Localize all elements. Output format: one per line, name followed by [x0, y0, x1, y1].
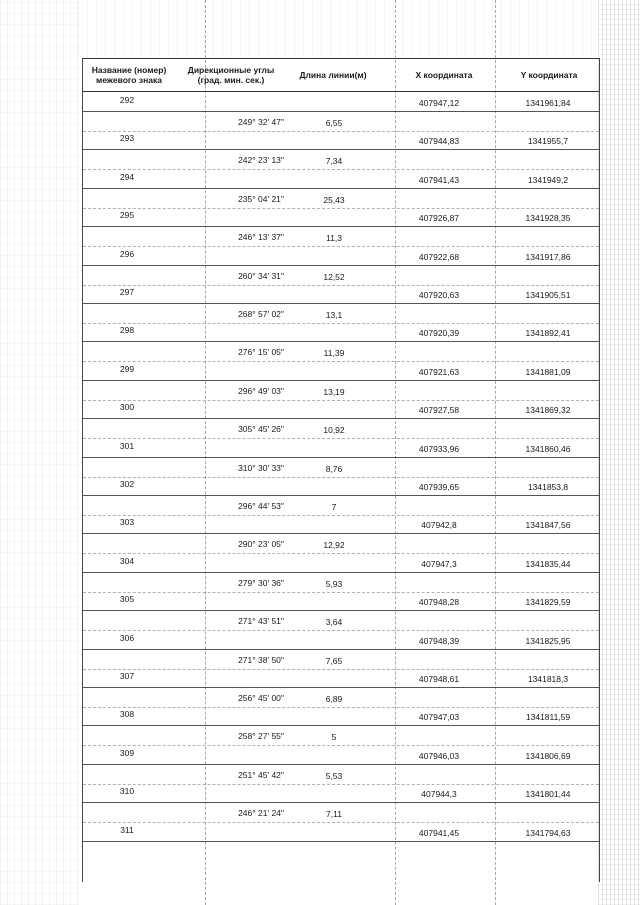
direction-angle: 258° 27' 55": [238, 731, 284, 741]
row-divider: [83, 400, 599, 401]
scan-noise-top: [78, 0, 598, 58]
y-coordinate: 1341806,69: [525, 751, 571, 761]
line-length: 25,43: [323, 195, 345, 205]
x-coordinate: 407944,83: [418, 136, 460, 146]
y-coordinate: 1341949,2: [527, 175, 569, 185]
x-coordinate: 407946,03: [418, 751, 460, 761]
line-length: 5: [331, 732, 337, 742]
row-divider: [83, 822, 599, 823]
row-divider: [83, 111, 599, 112]
y-coordinate: 1341829,59: [525, 597, 571, 607]
row-divider: [83, 707, 599, 708]
x-coordinate: 407920,39: [418, 328, 460, 338]
direction-angle: 296° 49' 03": [238, 386, 284, 396]
row-divider: [83, 208, 599, 209]
line-length: 6,89: [325, 694, 343, 704]
mark-name: 300: [119, 402, 135, 412]
row-divider: [83, 515, 599, 516]
x-coordinate: 407948,39: [418, 636, 460, 646]
line-length: 7,34: [325, 156, 343, 166]
mark-name: 293: [119, 133, 135, 143]
line-length: 11,39: [323, 348, 345, 358]
row-divider: [83, 341, 599, 342]
header-y-coordinate: Y координата: [520, 70, 578, 80]
mark-name: 307: [119, 671, 135, 681]
line-length: 11,3: [326, 233, 342, 243]
row-divider: [83, 323, 599, 324]
line-length: 13,19: [323, 387, 345, 397]
x-coordinate: 407948,28: [418, 597, 460, 607]
mark-name: 297: [119, 287, 135, 297]
direction-angle: 268° 57' 02": [238, 309, 284, 319]
direction-angle: 276° 15' 05": [238, 347, 284, 357]
direction-angle: 251° 45' 42": [238, 770, 284, 780]
y-coordinate: 1341892,41: [525, 328, 571, 338]
row-divider: [83, 592, 599, 593]
row-divider: [83, 303, 599, 304]
x-coordinate: 407941,43: [418, 175, 460, 185]
row-divider: [83, 149, 599, 150]
row-divider: [83, 457, 599, 458]
row-divider: [83, 265, 599, 266]
direction-angle: 271° 38' 50": [238, 655, 284, 665]
y-coordinate: 1341955,7: [527, 136, 569, 146]
y-coordinate: 1341917,86: [525, 252, 571, 262]
line-length: 7,11: [326, 809, 342, 819]
row-divider: [83, 226, 599, 227]
x-coordinate: 407921,63: [418, 367, 460, 377]
y-coordinate: 1341835,44: [525, 559, 571, 569]
mark-name: 310: [119, 786, 135, 796]
row-divider: [83, 418, 599, 419]
y-coordinate: 1341860,46: [525, 444, 571, 454]
y-coordinate: 1341825,95: [525, 636, 571, 646]
x-coordinate: 407941,45: [418, 828, 460, 838]
direction-angle: 271° 43' 51": [238, 616, 284, 626]
x-coordinate: 407947,03: [418, 712, 460, 722]
line-length: 7,65: [325, 656, 343, 666]
row-divider: [83, 630, 599, 631]
x-coordinate: 407922,68: [418, 252, 460, 262]
mark-name: 304: [119, 556, 135, 566]
x-coordinate: 407920,63: [418, 290, 460, 300]
row-divider: [83, 361, 599, 362]
direction-angle: 260° 34' 31": [238, 271, 284, 281]
y-coordinate: 1341905,51: [525, 290, 571, 300]
x-coordinate: 407942,8: [421, 520, 457, 530]
row-divider: [83, 477, 599, 478]
row-divider: [83, 649, 599, 650]
line-length: 5,93: [325, 579, 343, 589]
mark-name: 311: [120, 825, 134, 835]
mark-name: 299: [119, 364, 135, 374]
row-divider: [83, 687, 599, 688]
y-coordinate: 1341794,63: [525, 828, 571, 838]
mark-name: 296: [119, 249, 135, 259]
row-divider: [83, 572, 599, 573]
row-divider: [83, 802, 599, 803]
direction-angle: 246° 13' 37": [238, 232, 284, 242]
x-coordinate: 407933,96: [418, 444, 460, 454]
x-coordinate: 407948,61: [418, 674, 460, 684]
row-divider: [83, 246, 599, 247]
y-coordinate: 1341869,32: [525, 405, 571, 415]
x-coordinate: 407947,12: [418, 98, 460, 108]
direction-angle: 290° 23' 05": [238, 539, 284, 549]
direction-angle: 246° 21' 24": [238, 808, 284, 818]
mark-name: 303: [119, 517, 135, 527]
table-header: [83, 58, 599, 92]
mark-name: 294: [119, 172, 135, 182]
y-coordinate: 1341811,59: [525, 712, 571, 722]
row-divider: [83, 131, 599, 132]
y-coordinate: 1341801,44: [525, 789, 571, 799]
mark-name: 292: [119, 95, 135, 105]
direction-angle: 242° 23' 13": [238, 155, 284, 165]
direction-angle: 256° 45' 00": [238, 693, 284, 703]
line-length: 5,53: [325, 771, 343, 781]
y-coordinate: 1341881,09: [525, 367, 571, 377]
x-coordinate: 407939,65: [418, 482, 460, 492]
line-length: 10,92: [323, 425, 345, 435]
y-coordinate: 1341961,84: [525, 98, 571, 108]
header-line-length: Длина линии(м): [299, 70, 367, 80]
line-length: 8,76: [325, 464, 343, 474]
mark-name: 298: [119, 325, 135, 335]
row-divider: [83, 669, 599, 670]
row-divider: [83, 188, 599, 189]
line-length: 3,64: [325, 617, 343, 627]
header-x-coordinate: X координата: [415, 70, 473, 80]
row-divider: [83, 784, 599, 785]
direction-angle: 305° 45' 26": [238, 424, 284, 434]
line-length: 13,1: [325, 310, 343, 320]
row-divider: [83, 610, 599, 611]
row-divider: [83, 725, 599, 726]
mark-name: 309: [119, 748, 135, 758]
line-length: 6,55: [325, 118, 343, 128]
row-divider: [83, 285, 599, 286]
x-coordinate: 407944,3: [421, 789, 457, 799]
row-divider: [83, 495, 599, 496]
scan-noise-left: [0, 0, 78, 905]
row-divider: [83, 438, 599, 439]
scan-noise-right: [598, 0, 640, 905]
row-divider: [83, 553, 599, 554]
line-length: 12,92: [323, 540, 345, 550]
x-coordinate: 407927,58: [418, 405, 460, 415]
y-coordinate: 1341847,56: [525, 520, 571, 530]
row-divider: [83, 764, 599, 765]
y-coordinate: 1341818,3: [527, 674, 569, 684]
header-direction-angle: Дирекционные углы (град. мин. сек.): [187, 65, 275, 85]
row-divider: [83, 380, 599, 381]
header-mark-name: Название (номер) межевого знака: [91, 65, 167, 85]
line-length: 12,52: [323, 272, 345, 282]
row-divider: [83, 533, 599, 534]
x-coordinate: 407926,87: [418, 213, 460, 223]
direction-angle: 310° 30' 33": [238, 463, 284, 473]
direction-angle: 279° 30' 36": [238, 578, 284, 588]
direction-angle: 249° 32' 47": [238, 117, 284, 127]
mark-name: 302: [119, 479, 135, 489]
mark-name: 295: [119, 210, 135, 220]
mark-name: 305: [119, 594, 135, 604]
mark-name: 306: [119, 633, 135, 643]
direction-angle: 296° 44' 53": [238, 501, 284, 511]
y-coordinate: 1341853,8: [527, 482, 569, 492]
x-coordinate: 407947,3: [421, 559, 457, 569]
row-divider: [83, 169, 599, 170]
y-coordinate: 1341928,35: [525, 213, 571, 223]
row-divider: [83, 745, 599, 746]
mark-name: 308: [119, 709, 135, 719]
coordinates-table: [82, 58, 600, 882]
row-divider: [83, 841, 599, 842]
mark-name: 301: [119, 441, 135, 451]
direction-angle: 235° 04' 21": [238, 194, 284, 204]
line-length: 7: [331, 502, 337, 512]
